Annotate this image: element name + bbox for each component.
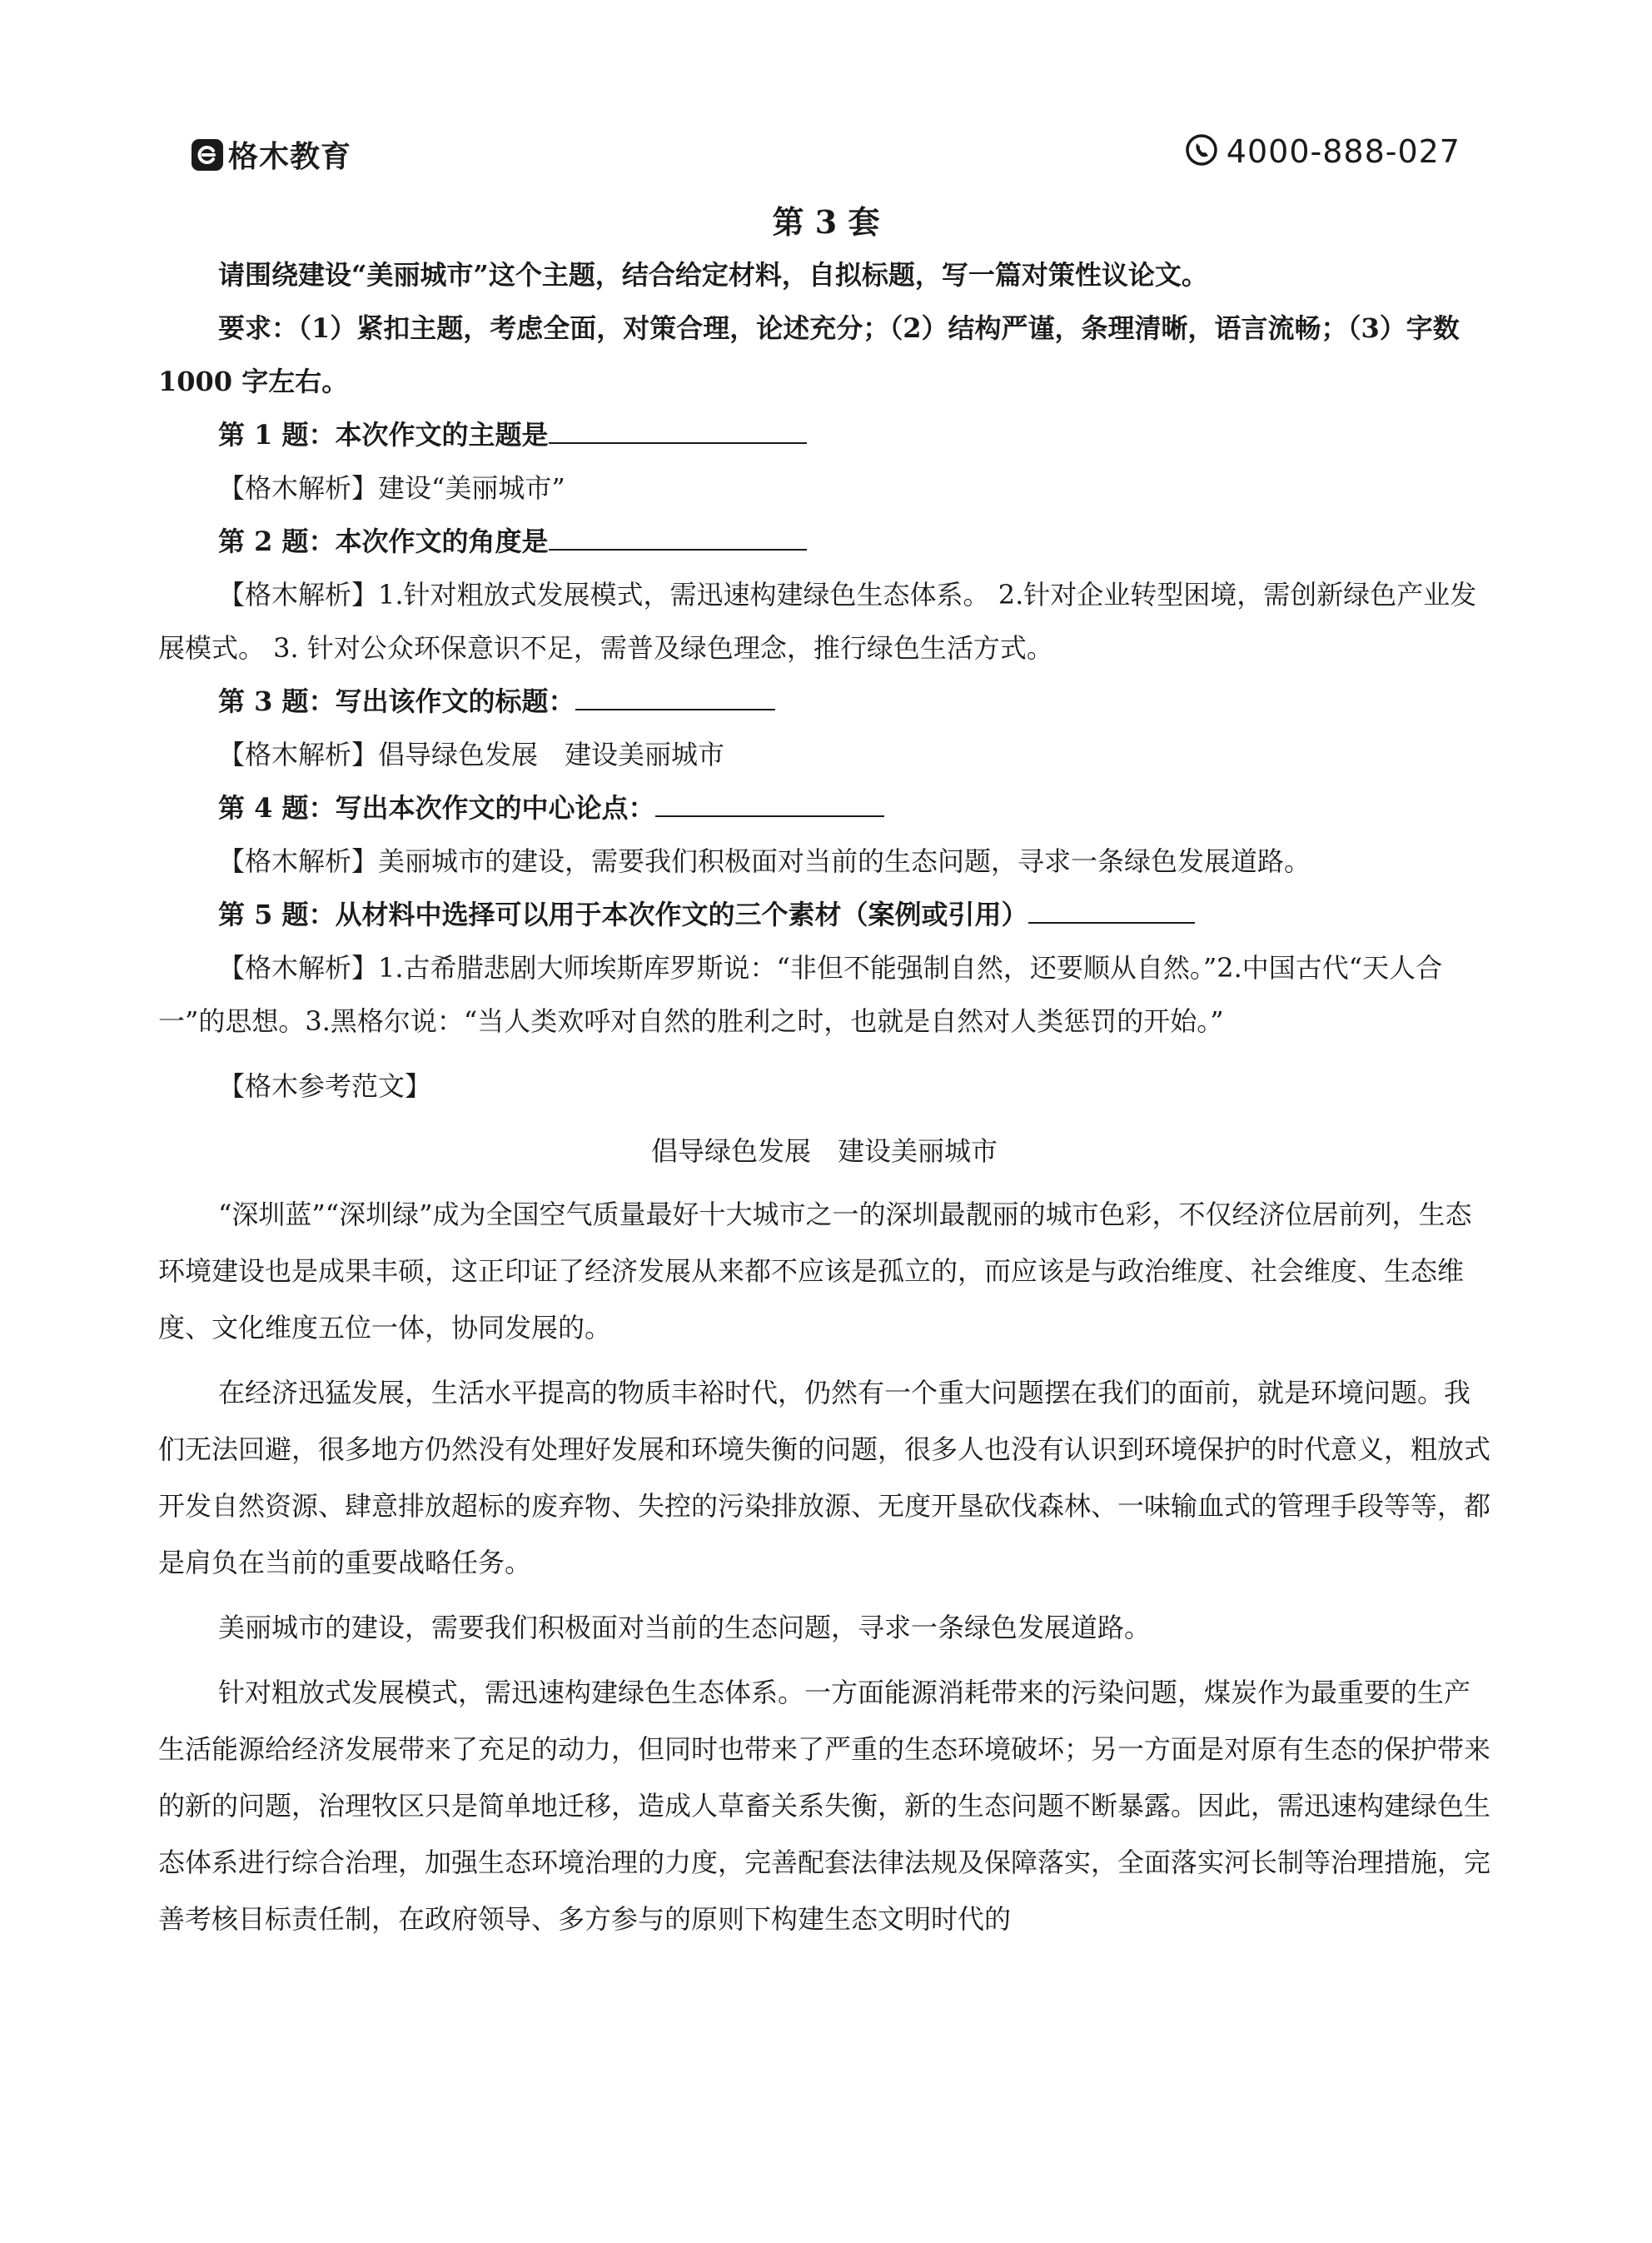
analysis-5: 【格木解析】1.古希腊悲剧大师埃斯库罗斯说：“非但不能强制自然，还要顺从自然。”2.中国古代“天人合一”的思想。3.黑格尔说：“当人类欢呼对自然的胜利之时，也就是自然对人类惩罚的开始。” bbox=[158, 952, 1443, 1037]
essay-label: 【格木参考范文】 bbox=[218, 1070, 432, 1102]
analysis-3: 【格木解析】倡导绿色发展 建设美丽城市 bbox=[218, 739, 725, 770]
analysis-4: 【格木解析】美丽城市的建设，需要我们积极面对当前的生态问题，寻求一条绿色发展道路。 bbox=[218, 845, 1311, 877]
question-text: 第 4 题：写出本次作文的中心论点： bbox=[218, 792, 655, 824]
document-title: 第 3 套 bbox=[772, 203, 880, 241]
brand-logo-icon bbox=[192, 139, 223, 171]
answer-blank bbox=[549, 409, 807, 444]
answer-blank bbox=[549, 516, 807, 551]
phone-number: 4000-888-027 bbox=[1226, 133, 1460, 170]
hotline bbox=[1185, 133, 1460, 170]
document-body bbox=[158, 248, 1490, 1947]
question-4 bbox=[158, 781, 1490, 835]
question-3 bbox=[158, 675, 1490, 728]
answer-blank bbox=[1028, 889, 1195, 924]
question-text: 第 2 题：本次作文的角度是 bbox=[218, 526, 549, 557]
question-5 bbox=[158, 888, 1490, 941]
requirements-text: 要求：（1）紧扣主题，考虑全面，对策合理，论述充分；（2）结构严谨，条理清晰，语言流畅；（3）字数 1000 字左右。 bbox=[158, 312, 1460, 397]
answer-blank bbox=[575, 675, 775, 710]
answer-blank bbox=[655, 782, 884, 817]
analysis-2: 【格木解析】1.针对粗放式发展模式，需迅速构建绿色生态体系。 2.针对企业转型困境，需创新绿色产业发展模式。 3. 针对公众环保意识不足，需普及绿色理念，推行绿色生活方式。 bbox=[158, 579, 1477, 664]
question-2 bbox=[158, 515, 1490, 568]
essay-paragraph: “深圳蓝”“深圳绿”成为全国空气质量最好十大城市之一的深圳最靓丽的城市色彩，不仅经济位居前列，生态环境建设也是成果丰硕，这正印证了经济发展从来都不应该是孤立的，而应该是与政治维度、社会维度、生态维度、文化维度五位一体，协同发展的。 bbox=[158, 1199, 1472, 1343]
essay-paragraph: 美丽城市的建设，需要我们积极面对当前的生态问题，寻求一条绿色发展道路。 bbox=[218, 1612, 1152, 1643]
question-text: 第 5 题：从材料中选择可以用于本次作文的三个素材（案例或引用） bbox=[218, 899, 1028, 930]
question-1 bbox=[158, 408, 1490, 461]
essay-paragraph: 针对粗放式发展模式，需迅速构建绿色生态体系。一方面能源消耗带来的污染问题，煤炭作为最重要的生产生活能源给经济发展带来了充足的动力，但同时也带来了严重的生态环境破坏；另一方面是对原有生态的保护带来的新的问题，治理牧区只是简单地迁移，造成人草畜关系失衡，新的生态问题不断暴露。因此，需迅速构建绿色生态体系进行综合治理，加强生态环境治理的力度，完善配套法律法规及保障落实，全面落实河长制等治理措施，完善考核目标责任制，在政府领导、多方参与的原则下构建生态文明时代的 bbox=[158, 1677, 1491, 1935]
page-header bbox=[192, 133, 1460, 175]
prompt-text: 请围绕建设“美丽城市”这个主题，结合给定材料，自拟标题，写一篇对策性议论文。 bbox=[218, 259, 1208, 291]
brand-logo bbox=[192, 133, 351, 176]
question-text: 第 3 题：写出该作文的标题： bbox=[218, 685, 575, 717]
brand-name: 格木教育 bbox=[228, 140, 352, 174]
question-text: 第 1 题：本次作文的主题是 bbox=[218, 419, 549, 451]
essay-title: 倡导绿色发展 建设美丽城市 bbox=[650, 1135, 998, 1167]
model-essay bbox=[158, 1059, 1490, 1947]
essay-paragraph: 在经济迅猛发展，生活水平提高的物质丰裕时代，仍然有一个重大问题摆在我们的面前，就是环境问题。我们无法回避，很多地方仍然没有处理好发展和环境失衡的问题，很多人也没有认识到环境保护的时代意义，粗放式开发自然资源、肆意排放超标的废弃物、失控的污染排放源、无度开垦砍伐森林、一味输血式的管理手段等等，都是肩负在当前的重要战略任务。 bbox=[158, 1377, 1491, 1578]
analysis-1: 【格木解析】建设“美丽城市” bbox=[218, 472, 565, 504]
phone-icon bbox=[1185, 133, 1218, 170]
